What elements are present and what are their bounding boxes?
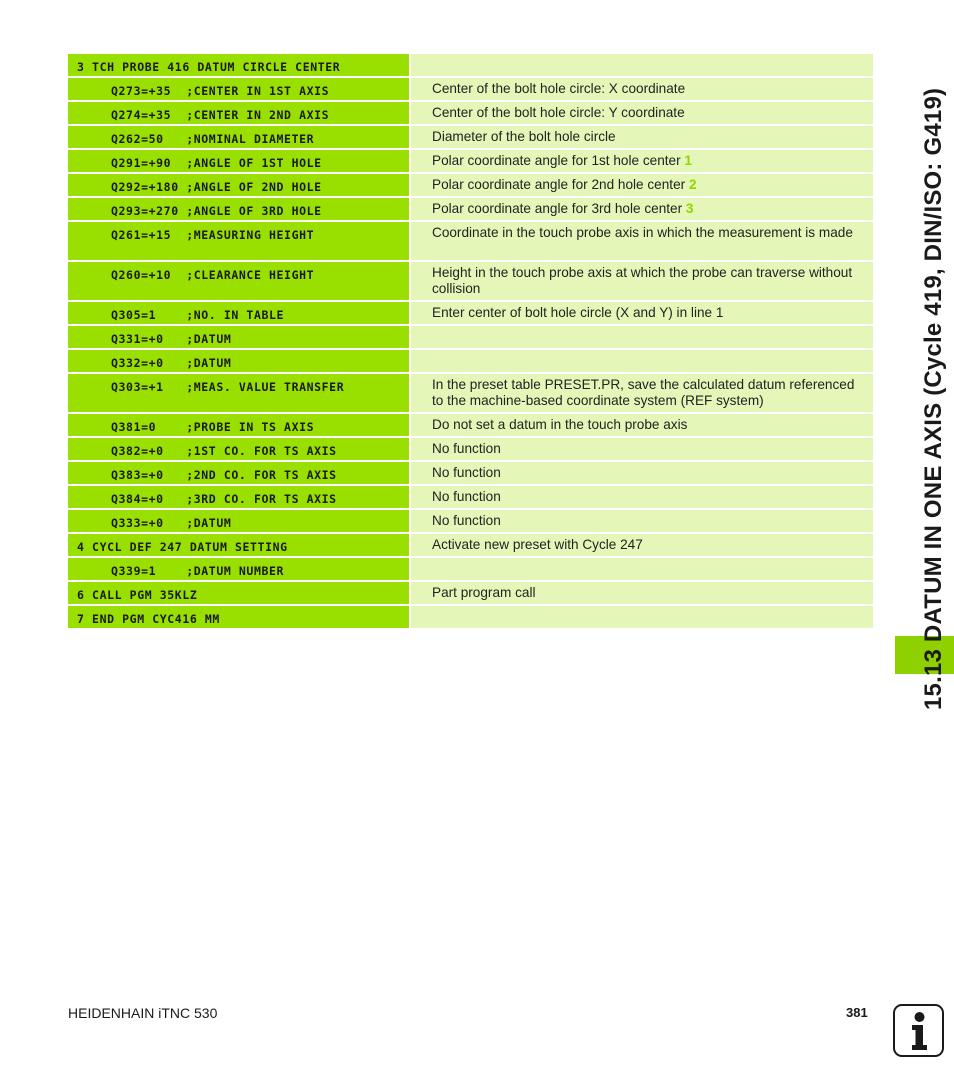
code-description [411,262,873,300]
code-description [411,222,873,260]
hole-number-marker: 3 [685,201,694,216]
code-line: 6 CALL PGM 35KLZ [68,582,409,604]
code-line: Q381=0 ;PROBE IN TS AXIS [68,414,409,436]
footer-brand: HEIDENHAIN iTNC 530 [68,1005,218,1021]
code-description [411,510,873,532]
description-text: No function [432,441,501,456]
code-description [411,150,873,172]
code-description [411,582,873,604]
code-line: 7 END PGM CYC416 MM [68,606,409,628]
code-description [411,174,873,196]
hole-number-marker: 1 [684,153,692,168]
description-text: No function [432,465,501,480]
table-row [68,606,873,628]
code-line: Q339=1 ;DATUM NUMBER [68,558,409,580]
code-description [411,302,873,324]
code-description [411,350,873,372]
code-line: Q383=+0 ;2ND CO. FOR TS AXIS [68,462,409,484]
code-description [411,102,873,124]
code-line: Q291=+90 ;ANGLE OF 1ST HOLE [68,150,409,172]
description-text: No function [432,489,501,504]
table-row [68,102,873,124]
table-row [68,582,873,604]
code-line: Q331=+0 ;DATUM [68,326,409,348]
description-text: Center of the bolt hole circle: Y coordinate [432,105,685,120]
description-text: Part program call [432,585,536,600]
description-text: Coordinate in the touch probe axis in which the measurement is made [432,225,853,240]
table-row [68,414,873,436]
code-line: Q333=+0 ;DATUM [68,510,409,532]
code-description [411,374,873,412]
info-icon [893,1004,944,1057]
table-row [68,262,873,300]
code-description [411,438,873,460]
code-description [411,486,873,508]
table-row [68,486,873,508]
code-description [411,462,873,484]
code-description [411,534,873,556]
code-description [411,198,873,220]
code-line: Q382=+0 ;1ST CO. FOR TS AXIS [68,438,409,460]
program-table [68,54,873,630]
code-description [411,126,873,148]
table-row [68,438,873,460]
description-text: Polar coordinate angle for 1st hole center [432,153,681,168]
description-text: Do not set a datum in the touch probe axis [432,417,688,432]
description-text: Polar coordinate angle for 3rd hole center [432,201,683,216]
code-line: Q273=+35 ;CENTER IN 1ST AXIS [68,78,409,100]
table-row [68,78,873,100]
code-line: Q261=+15 ;MEASURING HEIGHT [68,222,409,260]
table-row [68,126,873,148]
code-line: Q292=+180 ;ANGLE OF 2ND HOLE [68,174,409,196]
code-line: Q274=+35 ;CENTER IN 2ND AXIS [68,102,409,124]
code-description [411,414,873,436]
description-text: In the preset table PRESET.PR, save the calculated datum referenced to the machine-based coordinate system (REF system) [432,377,855,408]
code-description [411,606,873,628]
page-number: 381 [846,1005,868,1020]
hole-number-marker: 2 [688,177,697,192]
table-row [68,222,873,260]
description-text: Polar coordinate angle for 2nd hole center [432,177,686,192]
table-row [68,302,873,324]
code-description [411,558,873,580]
code-description [411,78,873,100]
description-text: No function [432,513,501,528]
table-row [68,558,873,580]
table-row [68,54,873,76]
description-text: Diameter of the bolt hole circle [432,129,616,144]
table-row [68,534,873,556]
description-text: Activate new preset with Cycle 247 [432,537,643,552]
table-row [68,174,873,196]
code-line: Q305=1 ;NO. IN TABLE [68,302,409,324]
chapter-title: 15.13 DATUM IN ONE AXIS (Cycle 419, DIN/ISO: G419) [920,87,947,710]
code-line: Q260=+10 ;CLEARANCE HEIGHT [68,262,409,300]
table-row [68,462,873,484]
table-row [68,198,873,220]
table-row [68,326,873,348]
code-line: 4 CYCL DEF 247 DATUM SETTING [68,534,409,556]
table-row [68,150,873,172]
code-line: Q262=50 ;NOMINAL DIAMETER [68,126,409,148]
table-row [68,350,873,372]
table-row [68,510,873,532]
code-line: Q332=+0 ;DATUM [68,350,409,372]
description-text: Center of the bolt hole circle: X coordinate [432,81,686,96]
code-description [411,54,873,76]
code-line: Q303=+1 ;MEAS. VALUE TRANSFER [68,374,409,412]
table-row [68,374,873,412]
code-line: 3 TCH PROBE 416 DATUM CIRCLE CENTER [68,54,409,76]
code-description [411,326,873,348]
code-line: Q293=+270 ;ANGLE OF 3RD HOLE [68,198,409,220]
description-text: Height in the touch probe axis at which the probe can traverse without collision [432,265,853,296]
description-text: Enter center of bolt hole circle (X and Y) in line 1 [432,305,724,320]
code-line: Q384=+0 ;3RD CO. FOR TS AXIS [68,486,409,508]
